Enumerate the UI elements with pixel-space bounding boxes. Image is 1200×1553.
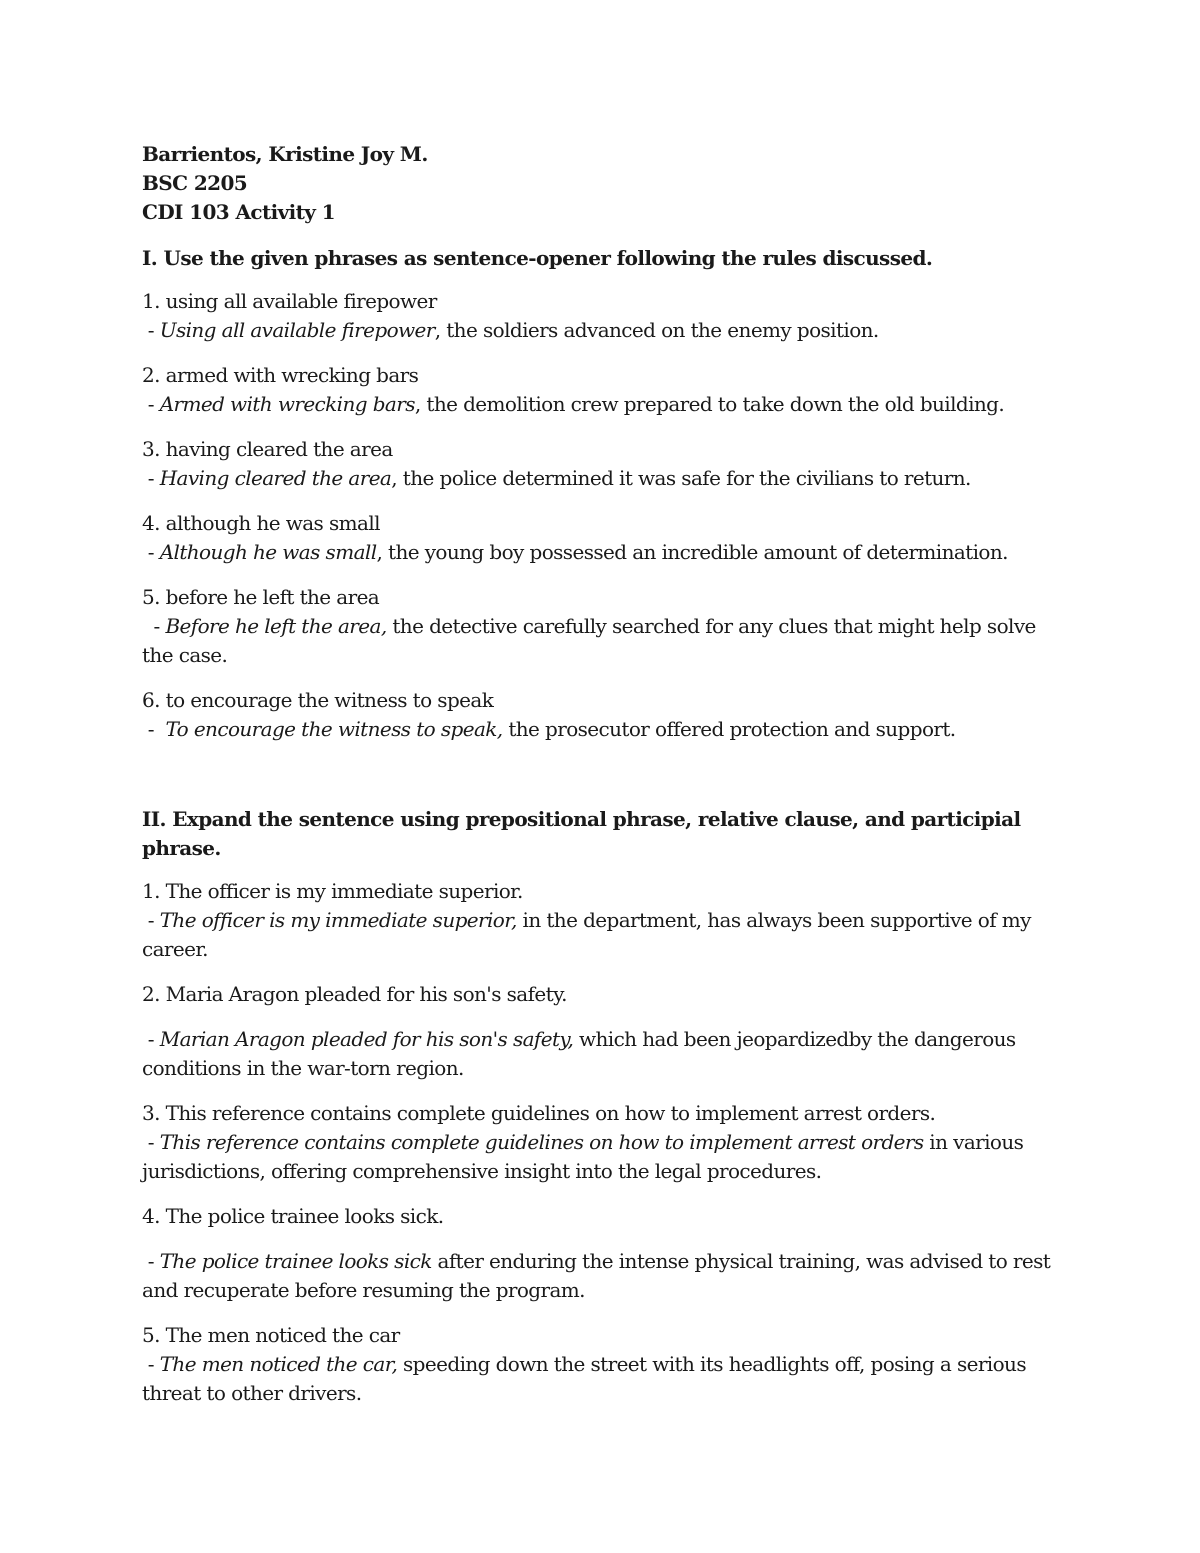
item-answer	[142, 1350, 1062, 1408]
item-prompt: 3. having cleared the area	[142, 437, 393, 461]
item-answer	[142, 906, 1062, 964]
answer-dash: -	[142, 1352, 160, 1376]
student-name: Barrientos, Kristine Joy M.	[142, 142, 428, 166]
part2-item	[142, 980, 1062, 1083]
item-prompt: 5. before he left the area	[142, 585, 380, 609]
activity-title: CDI 103 Activity 1	[142, 200, 335, 224]
answer-dash: -	[142, 392, 160, 416]
part1-item	[142, 583, 1062, 670]
item-prompt: 1. using all available firepower	[142, 289, 437, 313]
answer-opener: Having cleared the area	[159, 466, 392, 490]
answer-opener: Before he left the area,	[165, 614, 387, 638]
answer-rest: , the demolition crew prepared to take down the old building.	[414, 392, 1005, 416]
item-answer	[142, 1128, 1062, 1186]
answer-dash: -	[142, 717, 166, 741]
part2-item	[142, 1321, 1062, 1408]
answer-rest: , the police determined it was safe for the civilians to return.	[391, 466, 971, 490]
answer-dash: -	[142, 908, 160, 932]
item-prompt: 1. The officer is my immediate superior.	[142, 879, 523, 903]
answer-rest: which had been jeopardizedby the dangerous conditions in the war-torn region.	[142, 1027, 1016, 1080]
part2-item	[142, 1099, 1062, 1186]
part1-item	[142, 509, 1062, 567]
item-prompt: 4. although he was small	[142, 511, 380, 535]
item-answer	[142, 390, 1062, 419]
part1-item	[142, 435, 1062, 493]
answer-rest: in the department, has always been supportive of my career.	[142, 908, 1031, 961]
answer-base-sentence: The men noticed the car,	[159, 1352, 398, 1376]
document-page	[142, 140, 1062, 1424]
answer-rest: the prosecutor offered protection and support.	[502, 717, 956, 741]
answer-dash: -	[142, 466, 160, 490]
answer-dash: -	[142, 1249, 160, 1273]
item-prompt: 5. The men noticed the car	[142, 1323, 400, 1347]
answer-base-sentence: The officer is my immediate superior,	[159, 908, 517, 932]
answer-dash: -	[142, 1027, 160, 1051]
part2-item	[142, 877, 1062, 964]
answer-rest: the detective carefully searched for any clues that might help solve the case.	[142, 614, 1036, 667]
answer-base-sentence: This reference contains complete guidelines on how to implement arrest orders	[159, 1130, 924, 1154]
answer-dash: -	[142, 1130, 160, 1154]
part1-item	[142, 287, 1062, 345]
answer-dash: -	[142, 318, 160, 342]
item-answer	[142, 715, 1062, 744]
item-answer	[142, 612, 1062, 670]
item-answer	[142, 464, 1062, 493]
answer-rest: , the young boy possessed an incredible amount of determination.	[376, 540, 1008, 564]
answer-dash: -	[142, 614, 166, 638]
item-prompt: 3. This reference contains complete guidelines on how to implement arrest orders.	[142, 1101, 936, 1125]
answer-opener: Armed with wrecking bars	[159, 392, 415, 416]
answer-rest: speeding down the street with its headlights off, posing a serious threat to other drivers.	[142, 1352, 1026, 1405]
answer-rest: after enduring the intense physical training, was advised to rest and recuperate before resuming the program.	[142, 1249, 1051, 1302]
answer-opener: To encourage the witness to speak,	[165, 717, 503, 741]
item-prompt: 4. The police trainee looks sick.	[142, 1204, 444, 1228]
item-answer	[142, 316, 1062, 345]
part1-heading: I. Use the given phrases as sentence-opener following the rules discussed.	[142, 246, 933, 270]
answer-base-sentence: The police trainee looks sick	[159, 1249, 432, 1273]
answer-opener: Using all available firepower	[159, 318, 435, 342]
part1-item	[142, 361, 1062, 419]
answer-opener: Although he was small	[159, 540, 377, 564]
item-answer	[142, 1025, 1062, 1083]
item-prompt: 2. Maria Aragon pleaded for his son's safety.	[142, 982, 567, 1006]
part1-item	[142, 686, 1062, 744]
item-prompt: 6. to encourage the witness to speak	[142, 688, 494, 712]
part2-heading: II. Expand the sentence using prepositional phrase, relative clause, and participial phrase.	[142, 807, 1021, 860]
part2-item	[142, 1202, 1062, 1305]
item-answer	[142, 1247, 1062, 1305]
answer-base-sentence: Marian Aragon pleaded for his son's safety,	[159, 1027, 574, 1051]
item-prompt: 2. armed with wrecking bars	[142, 363, 419, 387]
item-answer	[142, 538, 1062, 567]
answer-rest: , the soldiers advanced on the enemy position.	[434, 318, 879, 342]
answer-dash: -	[142, 540, 160, 564]
answer-rest: in various jurisdictions, offering comprehensive insight into the legal procedures.	[142, 1130, 1024, 1183]
student-section: BSC 2205	[142, 171, 248, 195]
